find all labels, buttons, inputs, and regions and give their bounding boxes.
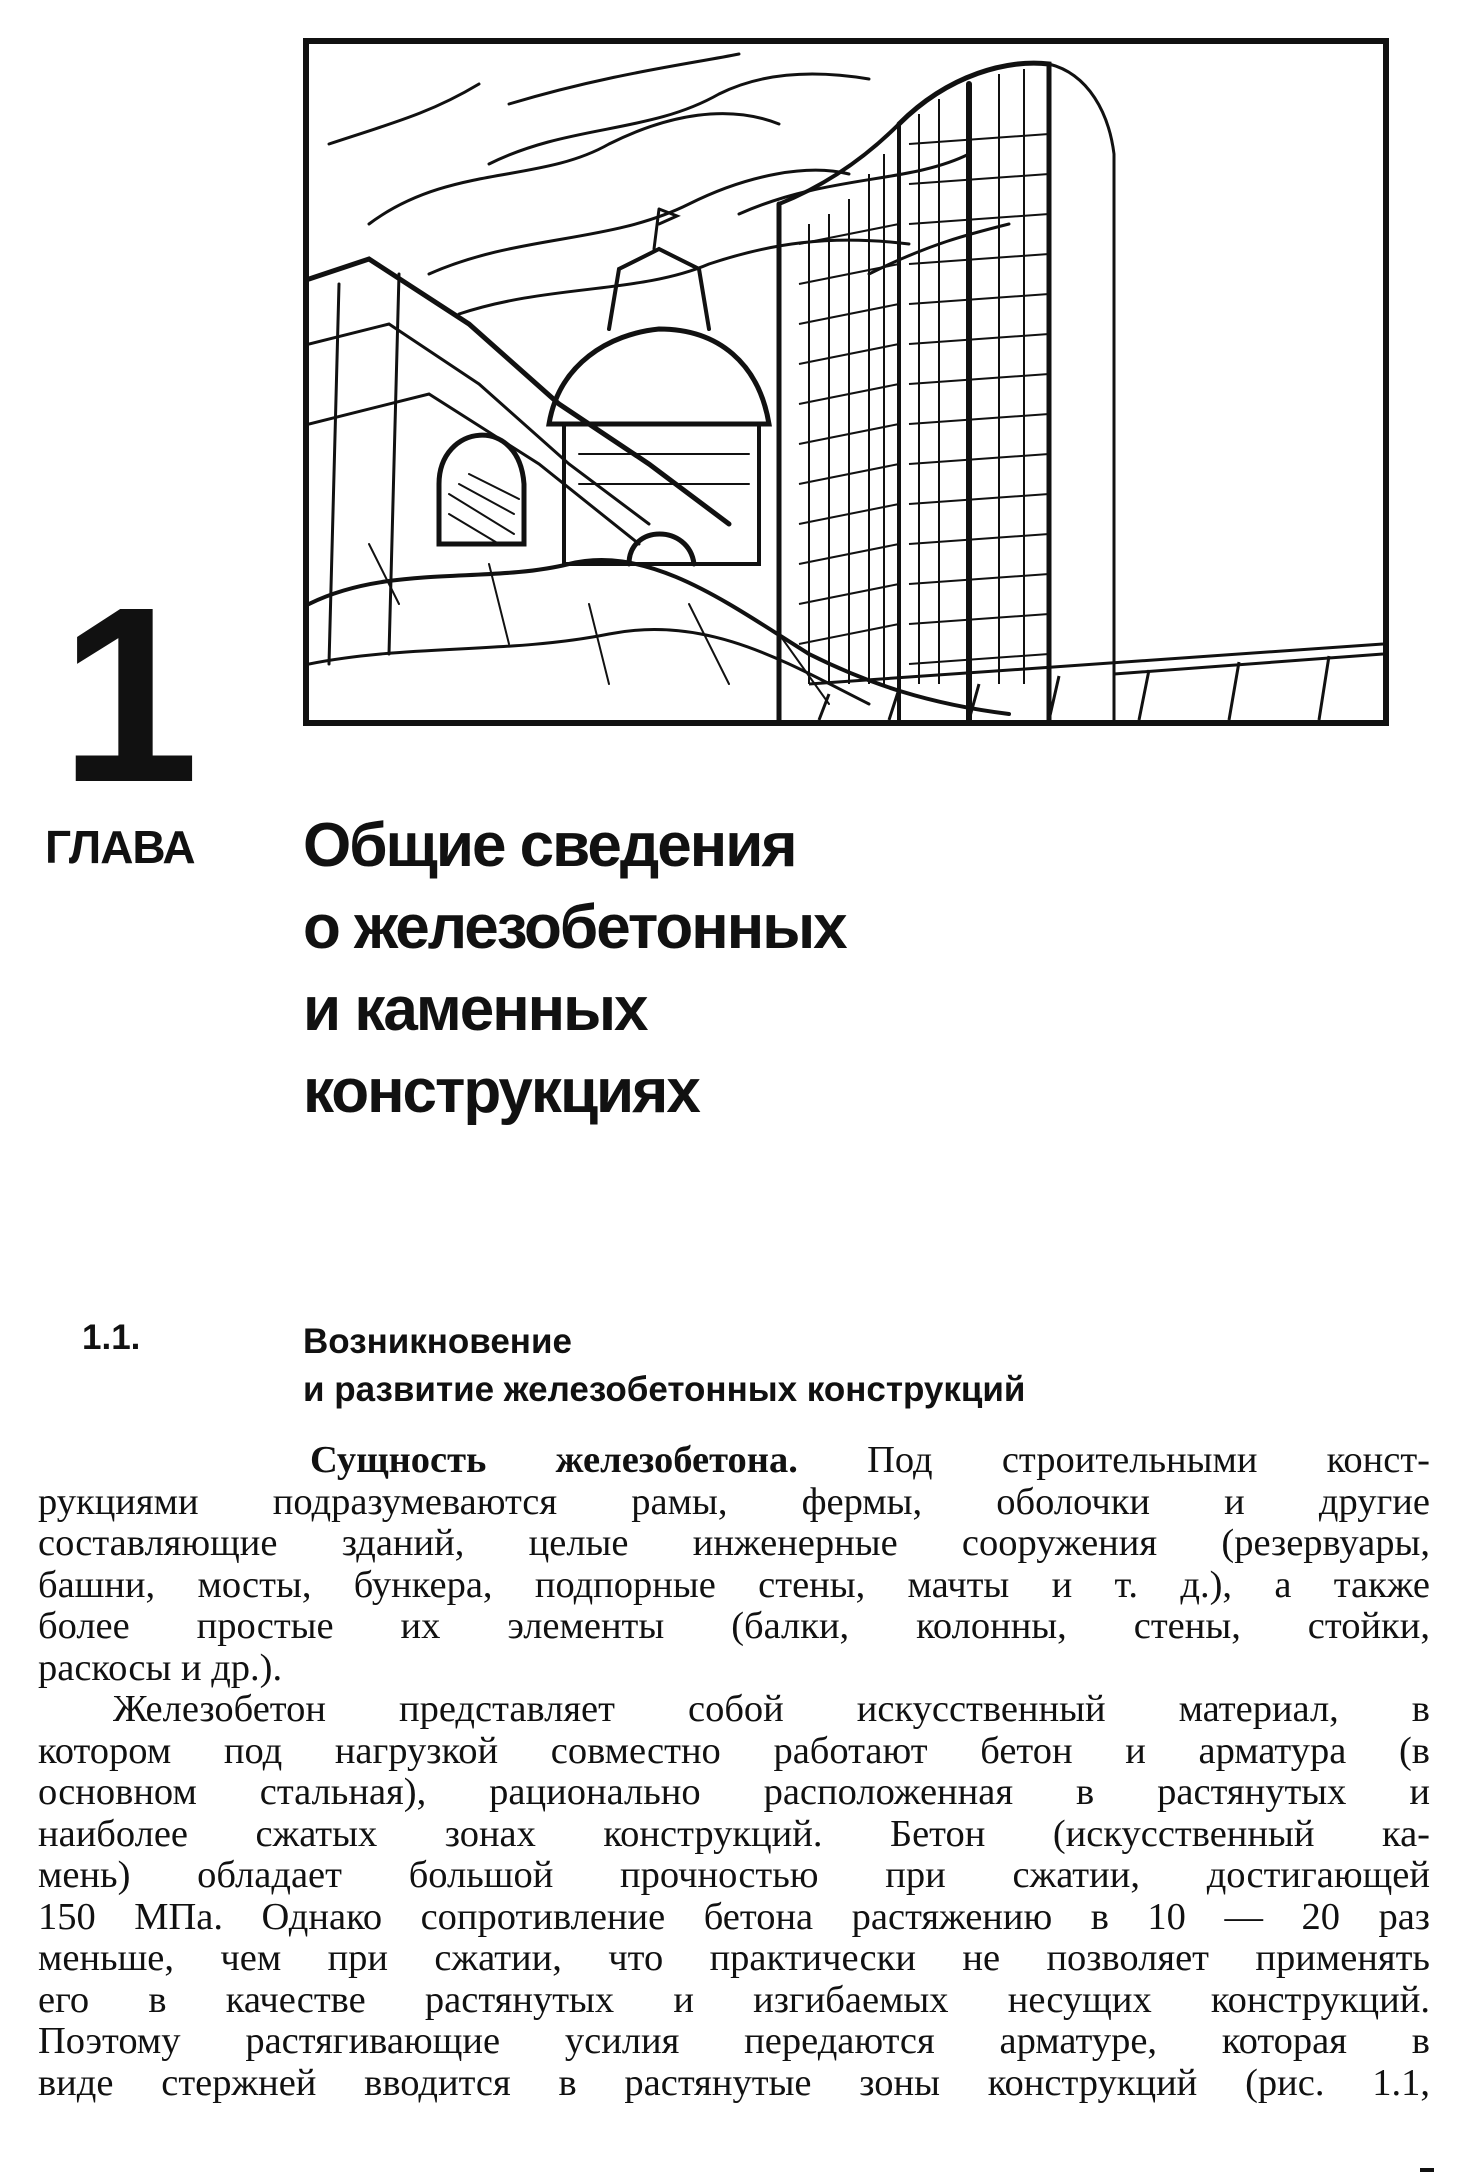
paragraph-2-line: котором под нагрузкой совместно работают бетон и арматура (в	[38, 1729, 1430, 1772]
hill-line	[309, 560, 1009, 714]
fortress-wall-edge	[329, 274, 399, 664]
paragraph-1-line: более простые их элементы (балки, колонны, стены, стойки,	[38, 1605, 1430, 1647]
paragraph-1-line	[38, 1440, 1430, 1482]
paragraph-1-line: башни, мосты, бункера, подпорные стены, мачты и т. д.), а также	[38, 1563, 1430, 1606]
paragraph-2-line: наиболее сжатых зонах конструкций. Бетон (искусственный ка-	[38, 1812, 1430, 1855]
cloud-stroke	[369, 114, 779, 224]
paragraph-2-line: Железобетон представляет собой искусственный материал, в	[113, 1688, 1430, 1730]
cloud-stroke	[329, 84, 479, 144]
paragraph-2-line: его в качестве растянутых и изгибаемых несущих конструкций.	[38, 1978, 1430, 2021]
chapter-illustration	[303, 38, 1389, 726]
chapter-title-line: и каменных	[303, 975, 647, 1044]
highrise-right-edge	[1049, 64, 1114, 720]
fortress-wall-line	[309, 394, 639, 544]
tower-cupola	[609, 249, 709, 329]
paragraph-2-line: виде стержней вводится в растянутые зоны конструкций (рис. 1.1,	[38, 2061, 1430, 2104]
cloud-stroke	[509, 54, 739, 104]
page-edge-mark	[1420, 2168, 1434, 2172]
chapter-title-line: о железобетонных	[303, 893, 846, 962]
highrise-base	[809, 644, 1383, 720]
chapter-number: 1	[60, 555, 190, 834]
body-text	[38, 1440, 1430, 2104]
chapter-title-line: конструкциях	[303, 1057, 699, 1126]
tower-band	[579, 454, 749, 484]
section-title-line: и развитие железобетонных конструкций	[303, 1370, 1026, 1409]
cloud-stroke	[459, 240, 909, 314]
wall-arch	[439, 435, 524, 544]
chapter-title	[303, 805, 1303, 1133]
highrise-tower-top	[899, 63, 1049, 720]
fortress-and-highrise-drawing	[309, 44, 1383, 720]
paragraph-2-line: основном стальная), рационально расположенная в растянутых и	[38, 1771, 1430, 1813]
paragraph-2-line: Поэтому растягивающие усилия передаются арматуре, которая в	[38, 2020, 1430, 2062]
paragraph-1-line-text: Под строительными конст-	[867, 1439, 1431, 1481]
paragraph-1-line: рукциями подразумеваются рамы, фермы, оболочки и другие	[38, 1480, 1430, 1523]
paragraph-1-line: раскосы и др.).	[38, 1646, 283, 1689]
tower-body	[564, 424, 759, 564]
paragraph-2-line: мень) обладает большой прочностью при сжатии, достигающей	[38, 1854, 1430, 1896]
paragraph-2-line: 150 МПа. Однако сопротивление бетона растяжению в 10 — 20 раз	[38, 1895, 1430, 1938]
run-in-heading: Сущность железобетона.	[310, 1439, 798, 1481]
highrise-curve	[779, 124, 899, 720]
arch-hatching	[449, 474, 519, 544]
section-number: 1.1.	[82, 1318, 141, 1357]
highrise-windows	[799, 69, 1049, 684]
section-title	[303, 1318, 1025, 1414]
paragraph-1-line: составляющие зданий, целые инженерные сооружения (резервуары,	[38, 1522, 1430, 1564]
tower-roof	[549, 329, 769, 424]
chapter-label: ГЛАВА	[45, 821, 195, 873]
chapter-title-line: Общие сведения	[303, 811, 796, 880]
tower-gate	[629, 534, 694, 564]
paragraph-2-line: меньше, чем при сжатии, что практически не позволяет применять	[38, 1937, 1430, 1979]
section-title-line: Возникновение	[303, 1322, 572, 1361]
